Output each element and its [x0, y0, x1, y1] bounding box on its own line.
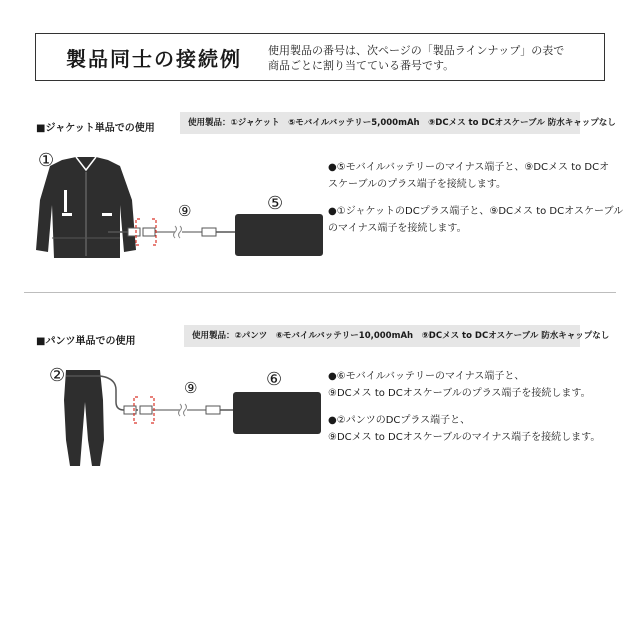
pants-bullet2-line2: ⑨DCメス to DCオスケーブルのマイナス端子を接続します。 — [328, 432, 601, 443]
pants-cable — [100, 376, 234, 416]
pants-bullet1-line2: ⑨DCメス to DCオスケーブルのプラス端子を接続します。 — [328, 388, 591, 399]
pants-spec-bar: 使用製品：②パンツ ⑥モバイルバッテリー10,000mAh ⑨DCメス to DCオスケーブル 防水キャップなし — [184, 325, 580, 347]
jacket-bullet1-line1: ●⑤モバイルバッテリーのマイナス端子と、⑨DCメス to DCオ — [328, 162, 610, 173]
jacket-spec-bar: 使用製品：①ジャケット ⑤モバイルバッテリー5,000mAh ⑨DCメス to DCオスケーブル 防水キャップなし — [180, 112, 580, 134]
title-note-line1: 使用製品の番号は、次ページの「製品ラインナップ」の表で — [268, 44, 565, 57]
pants-cable-number-label: ⑨ — [184, 379, 198, 397]
pants-battery-number-label: ⑥ — [266, 369, 283, 390]
pants-number-label: ② — [49, 365, 66, 386]
jacket-cable-number-label: ⑨ — [178, 202, 192, 220]
pants-battery — [233, 392, 321, 434]
jacket-section-heading: ■ジャケット単品での使用 — [36, 123, 155, 134]
jacket-battery-number-label: ⑤ — [267, 193, 284, 214]
jacket-bullet1-line2: スケーブルのプラス端子を接続します。 — [328, 179, 506, 190]
pants-bullet2-line1: ●②パンツのDCプラス端子と、 — [328, 415, 471, 426]
jacket-bullet2-line2: のマイナス端子を接続します。 — [328, 223, 467, 234]
jacket-number-label: ① — [38, 150, 55, 171]
jacket-bullet2-line1: ●①ジャケットのDCプラス端子と、⑨DCメス to DCオスケーブル — [328, 206, 624, 217]
pants-instructions — [328, 368, 600, 456]
pants-bullet1-line1: ●⑥モバイルバッテリーのマイナス端子と、 — [328, 371, 525, 382]
page-title: 製品同士の接続例 — [66, 47, 242, 71]
pants-section-heading: ■パンツ単品での使用 — [36, 336, 136, 347]
pants-illustration — [64, 370, 104, 466]
title-note-line2: 商品ごとに割り当てている番号です。 — [268, 59, 455, 72]
